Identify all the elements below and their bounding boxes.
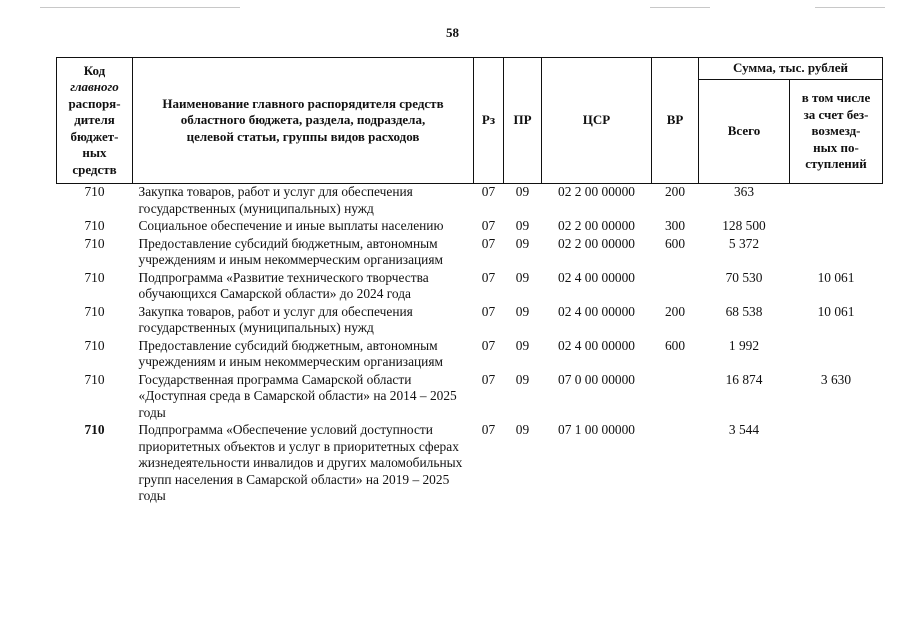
header-code-line: средств <box>72 161 117 177</box>
cell-code: 710 <box>84 422 105 437</box>
table-row <box>57 236 883 270</box>
cell-total: 3 544 <box>728 422 760 437</box>
cell-total: 16 874 <box>725 371 763 387</box>
table-row <box>57 270 883 304</box>
cell-vr: 200 <box>664 303 686 319</box>
header-name-line: Наименование главного распорядителя средств <box>162 95 444 111</box>
cell-csr: 02 4 00 00000 <box>558 337 635 353</box>
table-row <box>57 422 883 506</box>
cell-incl <box>790 422 883 506</box>
cell-name: Государственная программа Самарской области «Доступная среда в Самарской области» на 2014 – 2025 годы <box>138 371 457 420</box>
cell-vr <box>652 372 699 423</box>
header-code-line: дителя <box>74 112 115 128</box>
cell-name: Подпрограмма «Развитие технического творчества обучающихся Самарской области» до 2024 года <box>138 269 429 301</box>
cell-name: Подпрограмма «Обеспечение условий доступности приоритетных объектов и услуг в приоритетных сферах жизнедеятельности инвалидов и других маломобильных групп населения в Самарской области» на 2019 – 2025 годы <box>138 422 463 503</box>
cell-code: 710 <box>84 303 105 319</box>
cell-code: 710 <box>84 269 105 285</box>
cell-csr: 02 4 00 00000 <box>558 269 635 285</box>
cell-pr: 09 <box>515 269 530 285</box>
header-csr: ЦСР <box>542 58 652 184</box>
cell-incl <box>790 236 883 270</box>
cell-total: 363 <box>733 184 755 199</box>
cell-incl: 10 061 <box>817 303 855 319</box>
cell-csr: 02 4 00 00000 <box>558 303 635 319</box>
cell-vr: 600 <box>664 337 686 353</box>
cell-rz: 07 <box>481 422 496 437</box>
header-code <box>57 58 133 184</box>
cell-vr: 200 <box>664 184 686 199</box>
cell-total: 1 992 <box>728 337 760 353</box>
cell-name: Закупка товаров, работ и услуг для обеспечения государственных (муниципальных) нужд <box>138 184 413 216</box>
cell-name: Предоставление субсидий бюджетным, автономным учреждениям и иным некоммерческим организациям <box>138 337 443 369</box>
header-name-line: целевой статьи, группы видов расходов <box>186 128 420 144</box>
cell-pr: 09 <box>515 303 530 319</box>
budget-table <box>56 57 883 506</box>
cell-incl <box>790 338 883 372</box>
table-row <box>57 184 883 219</box>
cell-incl: 3 630 <box>820 371 852 387</box>
cell-code: 710 <box>84 235 105 251</box>
cell-rz: 07 <box>481 337 496 353</box>
cell-total: 5 372 <box>728 235 760 251</box>
cell-rz: 07 <box>481 269 496 285</box>
table-row <box>57 218 883 236</box>
header-name-line: областного бюджета, раздела, подраздела, <box>180 112 426 128</box>
cell-code: 710 <box>84 218 105 233</box>
scan-artifact-line <box>650 7 710 8</box>
page-number: 58 <box>446 25 459 40</box>
cell-csr: 02 2 00 00000 <box>558 235 635 251</box>
cell-code: 710 <box>84 371 105 387</box>
header-incl-line: в том числе <box>801 90 871 106</box>
cell-vr: 300 <box>664 218 686 233</box>
cell-rz: 07 <box>481 184 496 199</box>
cell-code: 710 <box>84 184 105 199</box>
header-total: Всего <box>699 80 790 184</box>
cell-name: Закупка товаров, работ и услуг для обеспечения государственных (муниципальных) нужд <box>138 303 413 335</box>
header-code-line: бюджет- <box>70 128 119 144</box>
header-incl <box>790 80 883 184</box>
cell-vr <box>652 422 699 506</box>
cell-csr: 02 2 00 00000 <box>558 218 635 233</box>
table-row <box>57 338 883 372</box>
cell-pr: 09 <box>515 337 530 353</box>
header-code-line: Код <box>83 62 106 78</box>
scan-artifact-line <box>815 7 885 8</box>
header-code-line: распоря- <box>68 95 121 111</box>
header-sum: Сумма, тыс. рублей <box>699 58 883 80</box>
table-row <box>57 372 883 423</box>
cell-total: 70 530 <box>725 269 763 285</box>
cell-vr <box>652 270 699 304</box>
cell-incl <box>790 218 883 236</box>
cell-code: 710 <box>84 337 105 353</box>
cell-pr: 09 <box>515 371 530 387</box>
header-code-line: главного <box>70 79 119 95</box>
header-name <box>133 58 474 184</box>
header-pr: ПР <box>504 58 542 184</box>
header-incl-line: ступлений <box>805 156 867 172</box>
header-code-line: ных <box>82 145 107 161</box>
cell-vr: 600 <box>664 235 686 251</box>
cell-pr: 09 <box>515 422 530 437</box>
cell-pr: 09 <box>515 235 530 251</box>
cell-csr: 07 1 00 00000 <box>558 422 635 437</box>
header-incl-line: за счет без- <box>803 106 869 122</box>
cell-rz: 07 <box>481 371 496 387</box>
cell-incl: 10 061 <box>817 269 855 285</box>
scan-artifact-line <box>40 7 240 8</box>
cell-total: 128 500 <box>722 218 766 233</box>
cell-pr: 09 <box>515 184 530 199</box>
cell-rz: 07 <box>481 235 496 251</box>
cell-name: Предоставление субсидий бюджетным, автономным учреждениям и иным некоммерческим организациям <box>138 235 443 267</box>
header-vr: ВР <box>652 58 699 184</box>
cell-rz: 07 <box>481 303 496 319</box>
cell-rz: 07 <box>481 218 496 233</box>
cell-name: Социальное обеспечение и иные выплаты населению <box>138 218 444 233</box>
header-rz: Рз <box>474 58 504 184</box>
table-row <box>57 304 883 338</box>
cell-pr: 09 <box>515 218 530 233</box>
cell-total: 68 538 <box>725 303 763 319</box>
cell-csr: 02 2 00 00000 <box>558 184 635 199</box>
header-incl-line: возмезд- <box>811 123 861 139</box>
cell-incl <box>790 184 883 219</box>
header-incl-line: ных по- <box>813 139 859 155</box>
cell-csr: 07 0 00 00000 <box>558 371 635 387</box>
